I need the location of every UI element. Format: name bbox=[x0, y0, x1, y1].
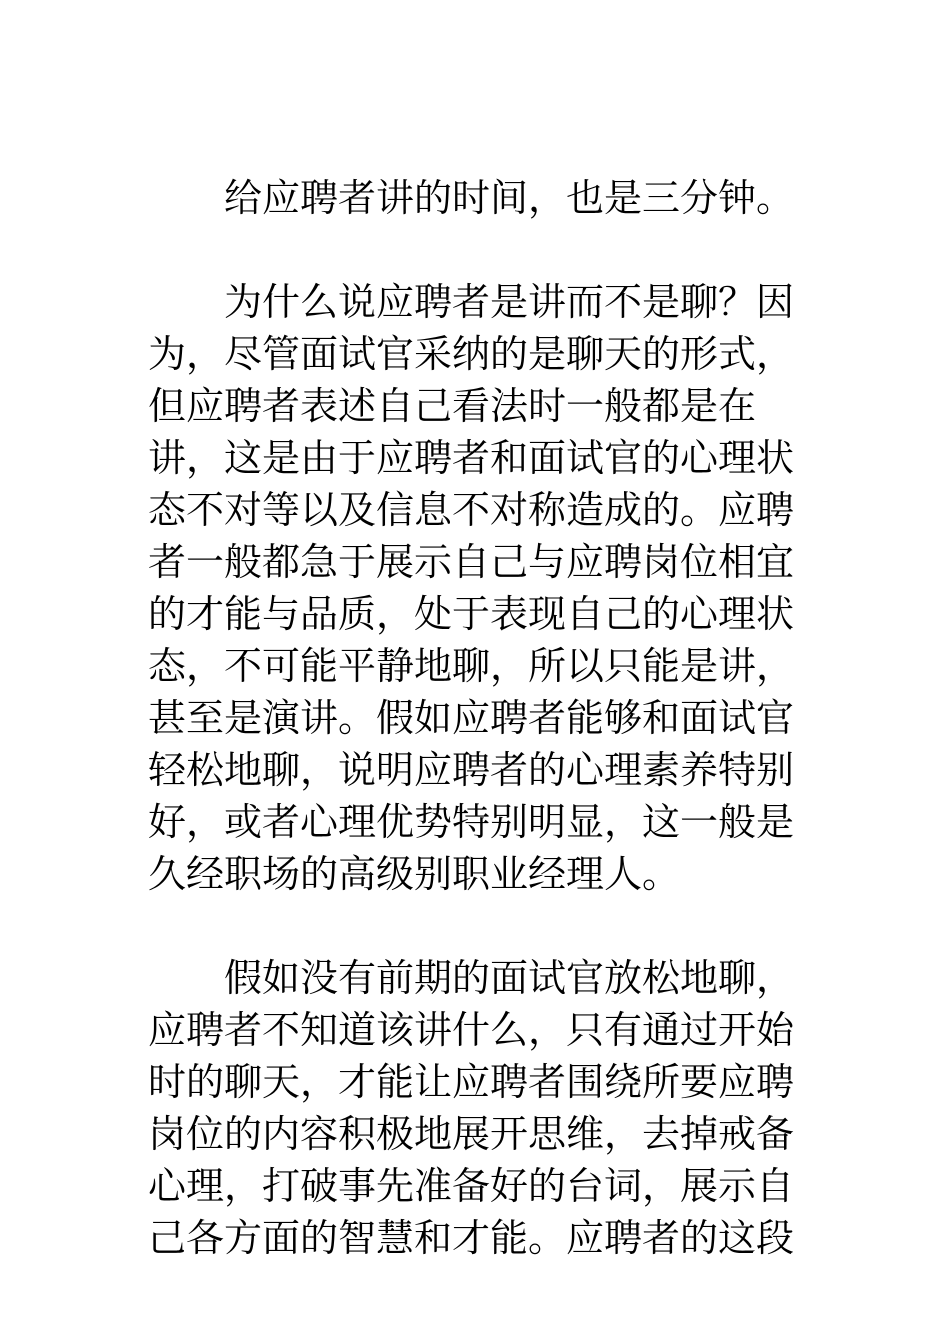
text-line: 岗位的内容积极地展开思维，去掉戒备 bbox=[148, 1112, 795, 1156]
paragraph-spacer bbox=[148, 900, 808, 952]
text-line: 态不对等以及信息不对称造成的。应聘 bbox=[148, 488, 795, 532]
text-line: 久经职场的高级别职业经理人。 bbox=[148, 852, 681, 896]
text-line: 假如没有前期的面试官放松地聊， bbox=[224, 956, 795, 1000]
text-line: 好，或者心理优势特别明显，这一般是 bbox=[148, 800, 795, 844]
document-body bbox=[148, 172, 808, 1264]
text-line: 讲，这是由于应聘者和面试官的心理状 bbox=[148, 436, 795, 480]
paragraph-2 bbox=[148, 276, 808, 900]
text-line: 时的聊天，才能让应聘者围绕所要应聘 bbox=[148, 1060, 795, 1104]
paragraph-3 bbox=[148, 952, 808, 1264]
text-line: 者一般都急于展示自己与应聘岗位相宜 bbox=[148, 540, 795, 584]
text-line: 给应聘者讲的时间，也是三分钟。 bbox=[224, 176, 795, 220]
text-line: 轻松地聊，说明应聘者的心理素养特别 bbox=[148, 748, 795, 792]
text-line: 应聘者不知道该讲什么，只有通过开始 bbox=[148, 1008, 795, 1052]
text-line: 态，不可能平静地聊，所以只能是讲， bbox=[148, 644, 795, 688]
text-line: 为什么说应聘者是讲而不是聊？因 bbox=[224, 280, 795, 324]
text-line: 为，尽管面试官采纳的是聊天的形式， bbox=[148, 332, 795, 376]
paragraph-1 bbox=[148, 172, 808, 224]
paragraph-spacer bbox=[148, 224, 808, 276]
text-line: 心理，打破事先准备好的台词，展示自 bbox=[148, 1164, 795, 1208]
text-line: 甚至是演讲。假如应聘者能够和面试官 bbox=[148, 696, 795, 740]
text-line: 的才能与品质，处于表现自己的心理状 bbox=[148, 592, 795, 636]
text-line: 但应聘者表述自己看法时一般都是在 bbox=[148, 384, 757, 428]
text-line: 己各方面的智慧和才能。应聘者的这段 bbox=[148, 1216, 795, 1260]
